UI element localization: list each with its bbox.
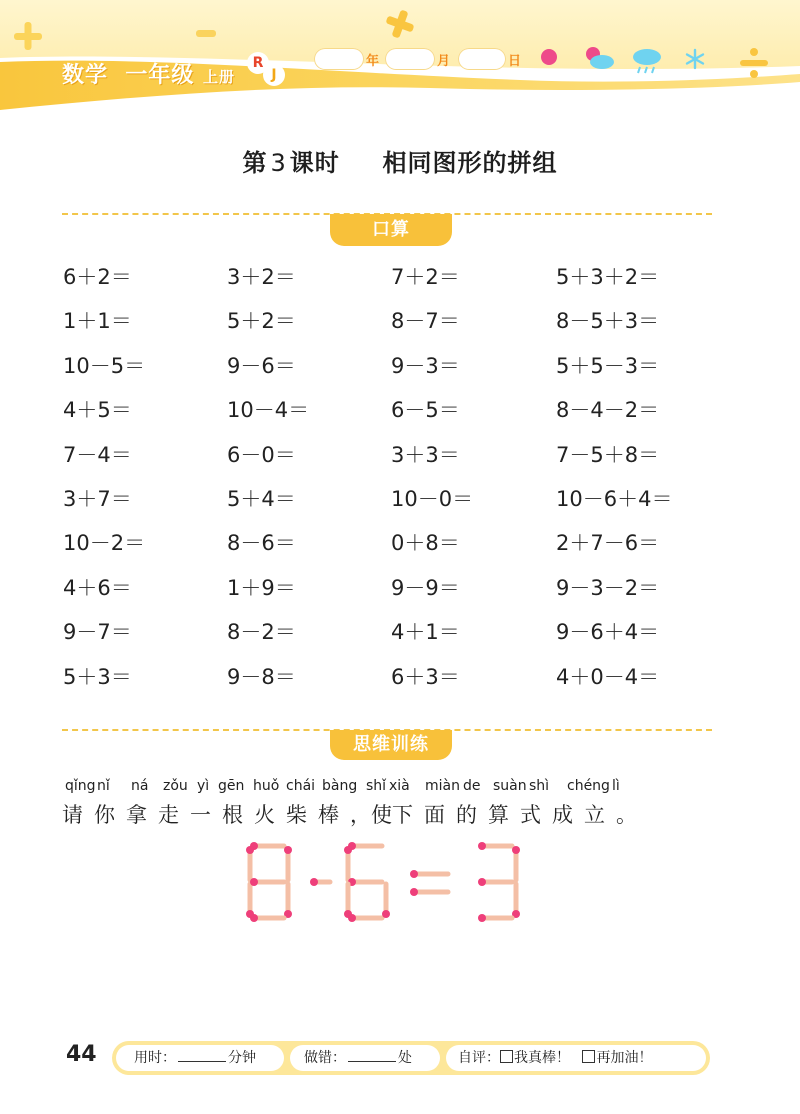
self-evaluation [446, 1045, 706, 1071]
problem-cell: 5＋4＝ [227, 486, 296, 511]
instruction-character: 走 [158, 803, 179, 827]
minus-symbol-icon [196, 30, 216, 37]
pinyin-syllable: suàn [493, 778, 527, 794]
try-again-checkbox[interactable] [582, 1050, 595, 1063]
match-head [478, 842, 486, 850]
instruction-character: 立 [584, 803, 605, 827]
problem-cell: 9－8＝ [227, 664, 296, 689]
match-head [410, 870, 418, 878]
problem-cell: 8－6＝ [227, 531, 296, 556]
lesson-prefix: 第 [242, 149, 268, 177]
problem-cell: 8－7＝ [391, 309, 460, 334]
problem-cell: 3＋7＝ [63, 486, 132, 511]
problem-cell: 10－6＋4＝ [556, 486, 673, 511]
problem-cell: 9－3＝ [391, 353, 460, 378]
instruction-character: 火 [254, 803, 275, 827]
problem-cell: 4＋6＝ [63, 575, 132, 600]
instruction-character: 成 [552, 803, 573, 827]
partly-cloudy-icon[interactable] [582, 44, 616, 72]
problem-cell: 10－0＝ [391, 486, 474, 511]
problem-cell: 10－4＝ [227, 398, 310, 423]
pinyin-syllable: gēn [218, 778, 245, 794]
errors-label: 做错： [304, 1050, 346, 1066]
year-label: 年 [366, 54, 380, 69]
time-unit: 分钟 [228, 1050, 256, 1066]
match-head [478, 914, 486, 922]
pinyin-syllable: miàn [425, 778, 460, 794]
time-spent-field[interactable] [116, 1045, 284, 1071]
match-head [344, 846, 352, 854]
problem-cell: 3＋2＝ [227, 265, 296, 289]
errors-unit: 处 [398, 1050, 412, 1066]
instruction-character: 棒 [318, 803, 339, 827]
problem-cell: 6－0＝ [227, 442, 296, 467]
problem-cell: 5＋3＝ [63, 664, 132, 689]
self-eval-label: 自评： [458, 1050, 500, 1066]
instruction-character: 的 [456, 803, 477, 827]
pinyin-syllable: lì [612, 778, 620, 794]
match-head [246, 910, 254, 918]
problem-cell: 5＋3＋2＝ [556, 265, 660, 289]
volume-label: 上册 [203, 68, 236, 86]
pinyin-syllable: bàng [322, 778, 358, 794]
problem-cell: 4＋5＝ [63, 398, 132, 423]
page-number: 44 [66, 1042, 97, 1067]
errors-blank[interactable] [348, 1047, 396, 1062]
edition-letter-j: J [263, 64, 285, 86]
instruction-character: 根 [222, 803, 243, 827]
instruction-character: 算 [488, 803, 509, 827]
match-head [382, 910, 390, 918]
match-head [284, 846, 292, 854]
great-checkbox[interactable] [500, 1050, 513, 1063]
problem-cell: 8－4－2＝ [556, 398, 660, 423]
pinyin-syllable: xià [389, 778, 410, 794]
problem-cell: 3＋3＝ [391, 442, 460, 467]
day-field[interactable] [458, 48, 506, 70]
match-head [348, 914, 356, 922]
problem-cell: 6＋2＝ [63, 265, 132, 289]
errors-field[interactable] [290, 1045, 440, 1071]
year-field[interactable] [314, 48, 364, 70]
problem-cell: 9－9＝ [391, 575, 460, 600]
problem-cell: 6－5＝ [391, 398, 460, 423]
problem-cell: 7＋2＝ [391, 265, 460, 289]
subject-grade [62, 58, 235, 89]
month-label: 月 [437, 54, 451, 69]
subject-label: 数学 [62, 63, 109, 88]
problem-cell: 0＋8＝ [391, 531, 460, 556]
pinyin-syllable: qǐng [65, 778, 96, 794]
problem-cell: 4＋0－4＝ [556, 664, 660, 689]
pinyin-syllable: shì [529, 778, 550, 794]
section-banner-thinking: 思维训练 [330, 730, 452, 760]
instruction-character: 面 [424, 803, 445, 827]
snowflake-icon[interactable] [684, 48, 706, 70]
match-head [250, 878, 258, 886]
problem-cell: 4＋1＝ [391, 620, 460, 645]
problem-cell: 9－7＝ [63, 620, 132, 645]
problem-cell: 10－5＝ [63, 353, 146, 378]
match-head [410, 888, 418, 896]
day-label: 日 [508, 54, 522, 69]
lesson-topic: 相同图形的拼组 [382, 149, 558, 177]
edition-letter-r: R [247, 52, 269, 74]
instruction-character: 请 [62, 803, 83, 827]
instruction-character: 。 [616, 803, 637, 827]
problem-cell: 6＋3＝ [391, 664, 460, 689]
page-header [0, 0, 800, 112]
match-head [246, 846, 254, 854]
time-blank[interactable] [178, 1047, 226, 1062]
instruction-character: 下 [392, 803, 413, 827]
instruction-character: 一 [190, 803, 211, 827]
match-head [310, 878, 318, 886]
instruction-character: 拿 [126, 803, 147, 827]
match-head [478, 878, 486, 886]
problem-cell: 2＋7－6＝ [556, 531, 660, 556]
pinyin-syllable: de [463, 778, 481, 794]
pinyin-syllable: nǐ [97, 778, 110, 794]
problem-cell: 9－6＋4＝ [556, 620, 660, 645]
sun-icon[interactable] [538, 46, 560, 68]
problem-cell: 5＋5－3＝ [556, 353, 660, 378]
section-banner-mental-math: 口算 [330, 214, 452, 246]
instruction-character: 式 [520, 803, 541, 827]
problem-cell: 8－2＝ [227, 620, 296, 645]
try-again-option-label: 再加油！ [596, 1050, 653, 1066]
instruction-character: 柴 [286, 803, 307, 827]
cloud-rain-icon[interactable] [630, 46, 664, 76]
time-label: 用时： [134, 1050, 176, 1066]
problem-cell: 7－5＋8＝ [556, 442, 660, 467]
matchstick-equation[interactable] [240, 840, 540, 930]
grade-label: 一年级 [125, 63, 195, 88]
pinyin-syllable: yì [197, 778, 210, 794]
problem-cell: 9－6＝ [227, 353, 296, 378]
instruction-character: ，使 [350, 803, 392, 827]
pinyin-syllable: huǒ [253, 778, 280, 794]
problem-cell: 8－5＋3＝ [556, 309, 660, 334]
pinyin-syllable: chái [286, 778, 316, 794]
instruction-character: 你 [94, 803, 115, 827]
pinyin-syllable: shǐ [366, 778, 387, 794]
match-head [512, 846, 520, 854]
problem-cell: 5＋2＝ [227, 309, 296, 334]
problem-cell: 9－3－2＝ [556, 575, 660, 600]
problem-cell: 10－2＝ [63, 531, 146, 556]
problem-grid [63, 255, 723, 699]
lesson-title [0, 143, 800, 178]
great-option-label: 我真棒！ [514, 1050, 570, 1066]
lesson-number: 3 [270, 149, 287, 177]
pinyin-syllable: chéng [567, 778, 610, 794]
problem-cell: 7－4＝ [63, 442, 132, 467]
problem-cell: 1＋9＝ [227, 575, 296, 600]
month-field[interactable] [385, 48, 435, 70]
pinyin-syllable: ná [131, 778, 149, 794]
problem-cell: 1＋1＝ [63, 309, 132, 334]
pinyin-syllable: zǒu [163, 778, 188, 794]
lesson-suffix: 课时 [289, 149, 340, 177]
